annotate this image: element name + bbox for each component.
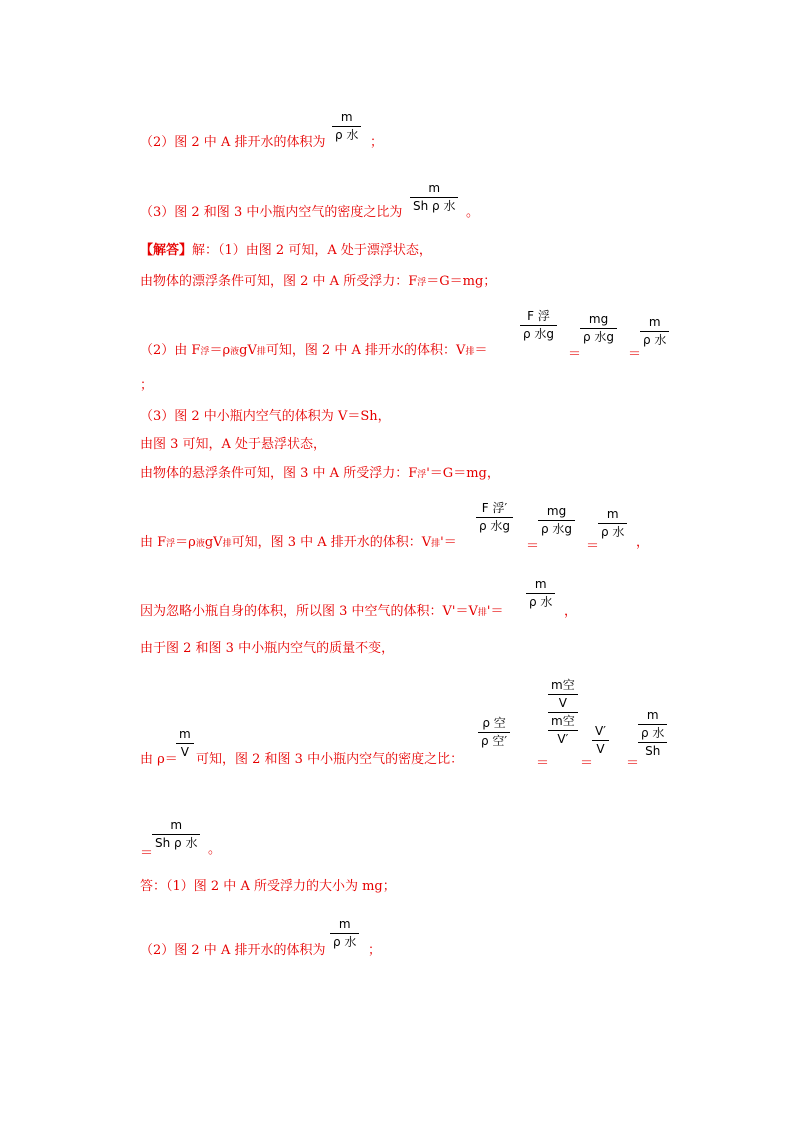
- punct: [140, 378, 153, 394]
- subscript: 浮: [417, 278, 427, 288]
- fraction: [478, 716, 510, 749]
- fraction: [176, 727, 194, 760]
- numerator: m: [648, 315, 661, 329]
- fraction: [410, 181, 458, 214]
- fraction-bar: [332, 126, 361, 127]
- text: gV: [204, 535, 223, 550]
- denominator: V: [180, 745, 189, 759]
- fraction-bar: [548, 730, 578, 731]
- subscript: 浮: [200, 347, 210, 357]
- fraction-bar: [478, 732, 510, 733]
- solution-tag: 【解答】: [140, 243, 193, 258]
- numerator: m空: [551, 678, 575, 692]
- fraction-bar: [176, 743, 194, 744]
- punct-text: ；: [370, 135, 384, 150]
- fraction: [520, 309, 557, 342]
- numerator: mg: [546, 504, 567, 518]
- line-text: （2）图 2 中 A 排开水的体积为: [140, 943, 326, 958]
- subscript: 排: [256, 347, 266, 357]
- fraction: [538, 504, 575, 537]
- denominator: ρ 水: [335, 128, 359, 142]
- fraction: [476, 501, 513, 534]
- fraction-bar: [520, 325, 557, 326]
- line-text: （3）图 2 和图 3 中小瓶内空气的密度之比为: [140, 205, 403, 220]
- denominator: ρ 水g: [523, 327, 555, 341]
- fraction: [640, 315, 669, 348]
- fraction-bar: [526, 593, 555, 594]
- main-fraction-bar: [638, 742, 667, 743]
- denominator: Sh: [645, 744, 661, 758]
- solution-line: [140, 343, 487, 360]
- text: 可知，图 3 中 A 排开水的体积：V: [231, 535, 432, 550]
- denominator: Sh ρ 水: [155, 836, 198, 850]
- punct: [636, 535, 649, 551]
- solution-line: [196, 752, 463, 768]
- numerator: V′: [595, 724, 606, 738]
- answer-summary: [140, 879, 396, 895]
- subscript: 浮: [166, 539, 176, 549]
- text: 由物体的悬浮条件可知，图 3 中 A 所受浮力：F: [140, 466, 418, 481]
- denominator: ρ 水: [643, 333, 667, 347]
- denominator: V: [558, 696, 567, 710]
- line-text: （3）图 2 中小瓶内空气的体积为 V＝Sh，: [140, 409, 391, 424]
- text: '＝: [440, 535, 457, 550]
- text: ＝ρ: [209, 343, 231, 358]
- fraction: [592, 724, 609, 757]
- fraction: [330, 917, 359, 950]
- punct-text: ；: [140, 378, 154, 393]
- numerator: m空: [551, 714, 575, 728]
- solution-line: [140, 752, 178, 768]
- solution-line: [140, 641, 394, 657]
- denominator: ρ 水g: [541, 522, 573, 536]
- numerator: m: [428, 181, 441, 195]
- equals-text: ＝: [586, 539, 600, 554]
- denominator: ρ 水g: [583, 330, 615, 344]
- numerator: F 浮′: [481, 501, 508, 515]
- equals-text: ＝: [140, 846, 154, 861]
- denominator: ρ 水g: [479, 519, 511, 533]
- solution-line: [140, 466, 500, 483]
- solution-header: [140, 243, 432, 259]
- denominator: ρ 空′: [481, 734, 508, 748]
- solution-line: [140, 437, 326, 453]
- denominator: ρ 水: [529, 595, 553, 609]
- text: （2）由 F: [140, 343, 201, 358]
- fraction-bar: [640, 331, 669, 332]
- text: 由物体的漂浮条件可知，图 2 中 A 所受浮力：F: [140, 274, 418, 289]
- text: '＝: [486, 604, 504, 619]
- fraction: [526, 577, 555, 610]
- equals-text: ＝: [526, 539, 540, 554]
- answer-summary: [140, 943, 325, 959]
- punct: [466, 205, 479, 221]
- text: ＝: [474, 343, 488, 358]
- fraction-bar: [538, 520, 575, 521]
- denominator: ρ 水: [333, 935, 357, 949]
- denominator: V: [596, 742, 605, 756]
- punct-text: ，: [564, 604, 578, 619]
- numerator: ρ 空: [482, 716, 506, 730]
- answer-line-2: [140, 135, 325, 151]
- fraction-bar: [152, 834, 200, 835]
- equals-text: ＝: [626, 756, 640, 771]
- punct-text: 。: [208, 842, 222, 857]
- subscript: 液: [195, 539, 205, 549]
- fraction-bar: [410, 197, 458, 198]
- subscript: 排: [431, 539, 441, 549]
- fraction: [332, 110, 361, 143]
- equals-text: ＝: [580, 756, 594, 771]
- subscript: 浮: [417, 470, 427, 480]
- subscript: 排: [477, 608, 487, 618]
- punct: [368, 943, 381, 959]
- line-text: 由图 3 可知，A 处于悬浮状态，: [140, 437, 327, 452]
- subscript: 排: [465, 347, 475, 357]
- equals-text: ＝: [568, 347, 582, 362]
- denominator: ρ 水: [601, 525, 625, 539]
- numerator: m: [534, 577, 547, 591]
- punct-text: ，: [636, 535, 650, 550]
- numerator: m: [646, 708, 659, 722]
- line-text: 解：（1）由图 2 可知，A 处于漂浮状态，: [192, 243, 432, 258]
- subscript: 液: [230, 347, 240, 357]
- fraction: [598, 507, 627, 540]
- solution-line: [140, 274, 496, 291]
- main-fraction-bar: [548, 712, 578, 713]
- numerator: m: [179, 727, 191, 741]
- text: ＝G＝mg；: [426, 274, 497, 289]
- equals-text: ＝: [628, 347, 642, 362]
- fraction: [152, 818, 200, 851]
- text: ＝ρ: [175, 535, 196, 550]
- fraction-bar: [592, 740, 609, 741]
- equals-text: ＝: [536, 756, 550, 771]
- numerator: m: [606, 507, 619, 521]
- numerator: mg: [588, 312, 609, 326]
- fraction-bar: [476, 517, 513, 518]
- denominator: Sh ρ 水: [413, 199, 456, 213]
- fraction-bar: [548, 694, 578, 695]
- punct: [564, 604, 577, 620]
- line-text: 由于图 2 和图 3 中小瓶内空气的质量不变，: [140, 641, 395, 656]
- fraction-bar: [330, 933, 359, 934]
- punct-text: 。: [466, 205, 480, 220]
- fraction: [580, 312, 617, 345]
- line-text: 答：（1）图 2 中 A 所受浮力的大小为 mg；: [140, 879, 396, 894]
- text: 由 ρ＝: [140, 752, 178, 767]
- solution-line: [140, 535, 457, 552]
- fraction-bar: [580, 328, 617, 329]
- text: 可知，图 2 中 A 排开水的体积：V: [265, 343, 466, 358]
- equals-sign: [568, 343, 581, 362]
- punct: [370, 135, 383, 151]
- text: '＝G＝mg，: [426, 466, 500, 481]
- compound-fraction: [548, 678, 578, 747]
- equals-sign: [536, 752, 549, 771]
- fraction-bar: [638, 724, 667, 725]
- punct-text: ；: [368, 943, 382, 958]
- numerator: m: [338, 917, 351, 931]
- punct: [208, 842, 221, 858]
- subscript: 排: [222, 539, 232, 549]
- answer-line-3: [140, 205, 402, 221]
- denominator: ρ 水: [641, 726, 665, 740]
- equals-sign: [526, 535, 539, 554]
- numerator: F 浮: [527, 309, 550, 323]
- text: 因为忽略小瓶自身的体积，所以图 3 中空气的体积：V'＝V: [140, 604, 478, 619]
- text: 由 F: [140, 535, 167, 550]
- compound-fraction: [638, 708, 667, 759]
- solution-line: [140, 409, 391, 425]
- line-text: （2）图 2 中 A 排开水的体积为: [140, 135, 326, 150]
- numerator: m: [170, 818, 183, 832]
- numerator: m: [340, 110, 353, 124]
- fraction-bar: [598, 523, 627, 524]
- denominator: V′: [557, 732, 569, 746]
- text: 可知，图 2 和图 3 中小瓶内空气的密度之比：: [196, 752, 464, 767]
- text: gV: [239, 343, 257, 358]
- solution-line: [140, 604, 503, 621]
